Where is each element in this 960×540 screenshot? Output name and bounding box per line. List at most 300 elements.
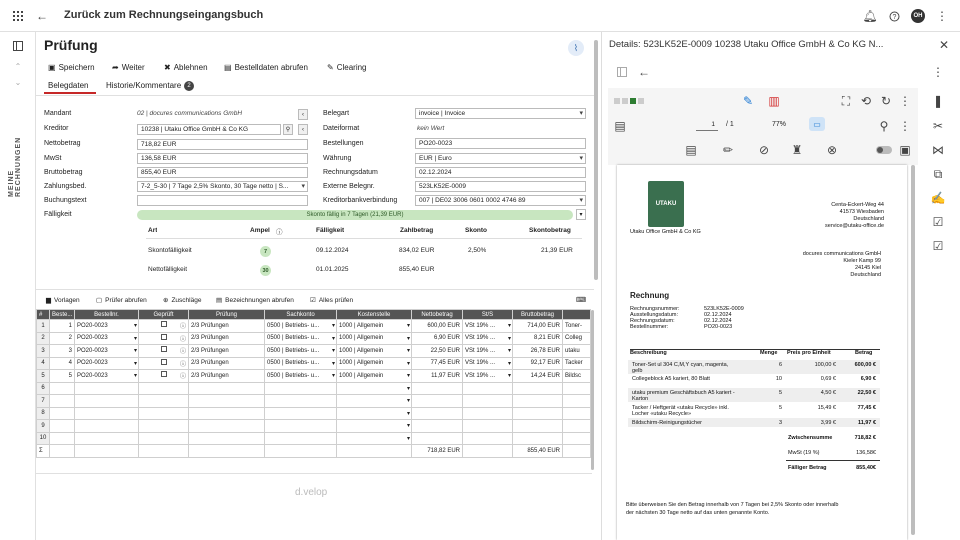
due-header-art: Art	[148, 227, 158, 234]
mwst-label: MwSt	[44, 155, 62, 162]
row-sachkonto[interactable]	[265, 370, 337, 383]
due-header-ampel: Ampel	[250, 227, 270, 234]
forward-icon: ➦	[112, 63, 119, 72]
row-checked[interactable]: ⓘ	[139, 332, 189, 345]
row-pos[interactable]	[50, 395, 75, 408]
fetch-order-button[interactable]: ▤ Bestelldaten abrufen	[224, 63, 308, 72]
sidebar-icon[interactable]: ▤	[614, 119, 626, 133]
row-pos[interactable]	[50, 332, 75, 345]
keyboard-icon[interactable]: ⌨	[576, 297, 587, 304]
inv-col-amount: Betrag	[855, 350, 873, 356]
row-order[interactable]	[75, 345, 139, 358]
fullscreen-icon[interactable]: ⛶	[841, 93, 851, 108]
row-desc[interactable]	[563, 420, 591, 433]
row-pruefung[interactable]	[189, 432, 265, 445]
panel-toggle-icon[interactable]	[10, 38, 26, 54]
item-desc-cont: Locher «utaku Recycle»	[632, 411, 692, 417]
chevron-down-icon[interactable]: ▾	[331, 335, 335, 342]
grid-col-tax[interactable]: St/S	[463, 310, 513, 320]
row-pruefung[interactable]	[189, 357, 265, 370]
row-checked[interactable]	[139, 432, 189, 445]
chevron-down-icon[interactable]: ▾	[507, 373, 511, 379]
row-checked[interactable]: ⓘ	[139, 345, 189, 358]
chevron-down-icon[interactable]: ▾	[406, 323, 410, 329]
zahlung-select[interactable]: 7-2_5-30 | 7 Tage 2,5% Skonto, 30 Tage netto | S... ▾	[137, 181, 308, 192]
row-desc-text: Bildsc	[565, 372, 582, 379]
row-pruefung[interactable]	[189, 395, 265, 408]
pruefer-button[interactable]: ▢ Prüfer abrufen	[96, 296, 147, 304]
due-row-skonto-amount: 21,39 EUR	[541, 247, 573, 254]
meta-value: PO20-0023	[704, 324, 733, 330]
row-kostenstelle[interactable]	[337, 332, 412, 345]
ampel-badge: 30	[260, 265, 271, 276]
table-row[interactable]	[37, 345, 591, 358]
bestellungen-field[interactable]: PO20-0023	[415, 138, 586, 149]
row-index-text: 9	[41, 422, 45, 429]
row-kostenstelle[interactable]	[337, 382, 412, 395]
row-kostenstelle[interactable]	[337, 395, 412, 408]
row-brutto[interactable]	[513, 345, 563, 358]
row-sachkonto[interactable]	[265, 382, 337, 395]
row-sachkonto-text: 0500 | Betriebs- u...	[267, 360, 320, 367]
row-order[interactable]	[75, 357, 139, 370]
next-button[interactable]: ➦ Weiter	[112, 63, 145, 72]
info-icon[interactable]: ⓘ	[276, 229, 283, 236]
bank-select[interactable]: 007 | DE02 3006 0601 0002 4746 89 ▾	[415, 195, 586, 206]
chevron-up-icon[interactable]: ⌃	[14, 61, 22, 71]
item-qty: 5	[778, 405, 782, 411]
row-netto[interactable]	[412, 395, 463, 408]
chevron-down-icon[interactable]: ▾	[406, 348, 410, 354]
row-sachkonto[interactable]	[265, 345, 337, 358]
meta-value: 02.12.2024	[704, 318, 732, 324]
row-brutto[interactable]	[513, 382, 563, 395]
table-row[interactable]	[37, 395, 591, 408]
row-tax-text: VSt 19% ...	[465, 347, 496, 354]
row-order[interactable]	[75, 320, 139, 333]
pdf-scrollbar[interactable]	[911, 165, 915, 535]
row-index-text: 8	[41, 410, 45, 417]
top-bar	[0, 0, 960, 32]
row-kostenstelle[interactable]	[337, 320, 412, 333]
row-netto[interactable]	[412, 332, 463, 345]
row-index	[37, 345, 50, 358]
row-netto[interactable]	[412, 345, 463, 358]
toggle-switch[interactable]	[876, 146, 892, 154]
chevron-down-icon[interactable]: ▾	[133, 373, 137, 379]
row-desc[interactable]	[563, 370, 591, 383]
more-vert-icon[interactable]: ⋮	[899, 94, 911, 108]
zuschlaege-button[interactable]: ⊕ Zuschläge	[163, 296, 202, 304]
chevron-down-icon[interactable]: ▾	[507, 335, 511, 342]
brutto-field[interactable]: 855,40 EUR	[137, 167, 308, 178]
row-order[interactable]	[75, 370, 139, 383]
chevron-down-icon[interactable]: ▾	[331, 323, 335, 329]
row-desc[interactable]	[563, 432, 591, 445]
eye-off-icon[interactable]: ⊗	[826, 143, 838, 157]
search-icon[interactable]: ⚲	[879, 119, 889, 133]
due-header-skontobetrag: Skontobetrag	[529, 227, 571, 234]
row-brutto[interactable]	[513, 420, 563, 433]
kreditor-nav-button[interactable]: ‹	[298, 124, 308, 135]
bezeichnungen-button[interactable]: ▤ Bezeichnungen abrufen	[216, 296, 294, 304]
grid-col-sachkonto[interactable]: Sachkonto	[265, 310, 337, 320]
check-icon: ☑	[310, 297, 316, 304]
chevron-down-icon[interactable]: ▾	[406, 435, 410, 442]
ampel-badge: 7	[260, 246, 271, 257]
row-pos[interactable]	[50, 420, 75, 433]
share-icon[interactable]: ⋈	[932, 143, 944, 157]
grid-col-netto[interactable]: Nettobetrag	[412, 310, 463, 320]
clearing-icon: ✎	[327, 63, 334, 72]
row-order[interactable]	[75, 332, 139, 345]
row-kostenstelle-text: 1000 | Allgemein	[339, 360, 384, 367]
row-pruefung-text: 2/3 Prüfungen	[191, 360, 229, 367]
comment-count-badge: 2	[184, 81, 194, 91]
kreditor-field[interactable]: 10238 | Utaku Office GmbH & Co KG	[137, 124, 281, 135]
row-netto[interactable]	[412, 432, 463, 445]
row-brutto[interactable]	[513, 432, 563, 445]
row-desc-text: Tacker	[565, 360, 583, 367]
grid-col-desc[interactable]	[563, 310, 591, 320]
row-checked[interactable]: ⓘ	[139, 370, 189, 383]
row-pruefung[interactable]	[189, 420, 265, 433]
comment-icon[interactable]: ▭	[809, 117, 825, 131]
chevron-down-icon[interactable]: ▾	[406, 373, 410, 379]
tab-belegdaten[interactable]: Belegdaten	[48, 81, 89, 90]
grid-col-pos[interactable]: Beste...	[50, 310, 75, 320]
row-index-text: 7	[41, 397, 45, 404]
row-sachkonto[interactable]	[265, 357, 337, 370]
row-sachkonto[interactable]	[265, 420, 337, 433]
row-pruefung[interactable]	[189, 407, 265, 420]
chevron-down-icon[interactable]: ▾	[406, 410, 410, 417]
row-order-text: PO20-0023	[77, 335, 108, 342]
buchung-field[interactable]	[137, 195, 308, 206]
row-kostenstelle-text: 1000 | Allgemein	[339, 372, 384, 379]
row-brutto-text: 92,17 EUR	[530, 360, 560, 367]
row-netto[interactable]	[412, 420, 463, 433]
grid-col-checked[interactable]: Geprüft	[139, 310, 189, 320]
table-row[interactable]	[37, 357, 591, 370]
row-kostenstelle[interactable]	[337, 432, 412, 445]
row-pos[interactable]	[50, 407, 75, 420]
item-desc: Collegeblock A5 kariert, 80 Blatt	[632, 376, 710, 382]
row-order-text: PO20-0023	[77, 347, 108, 354]
row-netto-text: 6,90 EUR	[433, 335, 460, 342]
row-desc[interactable]	[563, 395, 591, 408]
brutto-label: Bruttobetrag	[44, 169, 83, 176]
row-netto[interactable]	[412, 370, 463, 383]
table-row[interactable]	[37, 432, 591, 445]
color-swatches	[614, 98, 644, 104]
table-row[interactable]	[37, 320, 591, 333]
row-pruefung[interactable]	[189, 332, 265, 345]
task-icon[interactable]: ☑	[932, 215, 944, 229]
row-desc[interactable]	[563, 320, 591, 333]
row-checked[interactable]	[139, 420, 189, 433]
row-checked[interactable]	[139, 407, 189, 420]
reject-button[interactable]: ✖ Ablehnen	[164, 63, 208, 72]
vorlagen-button[interactable]: ▆ Vorlagen	[46, 296, 80, 304]
due-header-zahlbetrag: Zahlbetrag	[400, 227, 434, 234]
row-sachkonto[interactable]	[265, 320, 337, 333]
netto-field[interactable]: 718,82 EUR	[137, 139, 308, 150]
buchung-label: Buchungstext	[44, 197, 87, 204]
more-vert-icon[interactable]: ⋮	[899, 119, 911, 133]
chevron-down-icon[interactable]: ⌄	[14, 77, 22, 87]
bank-label: Kreditorbankverbindung	[323, 197, 398, 204]
rdatum-label: Rechnungsdatum	[323, 169, 378, 176]
row-netto-text: 600,00 EUR	[427, 322, 460, 329]
row-brutto[interactable]	[513, 407, 563, 420]
item-desc: Bildschirm-Reinigungstücher	[632, 420, 703, 426]
row-kostenstelle[interactable]	[337, 370, 412, 383]
item-desc-cont: gelb	[632, 368, 643, 374]
row-kostenstelle[interactable]	[337, 345, 412, 358]
row-index-text: 5	[41, 372, 45, 379]
main-scrollbar[interactable]	[594, 40, 598, 280]
alle-pruefen-button[interactable]: ☑ Alles prüfen	[310, 296, 354, 304]
grid-col-kostenstelle[interactable]: Kostenstelle	[337, 310, 412, 320]
grid-col-pruefung[interactable]: Prüfung	[189, 310, 265, 320]
row-tax[interactable]	[463, 345, 513, 358]
row-order[interactable]	[75, 382, 139, 395]
chevron-down-icon[interactable]: ▾	[406, 423, 410, 429]
item-price: 3,99 €	[820, 420, 836, 426]
chevron-down-icon[interactable]: ▾	[331, 360, 335, 367]
row-checked[interactable]: ⓘ	[139, 320, 189, 333]
grid-col-order[interactable]: Bestellnr.	[75, 310, 139, 320]
row-order[interactable]	[75, 407, 139, 420]
row-sachkonto[interactable]	[265, 407, 337, 420]
save-button[interactable]: ▣ Speichern	[48, 63, 95, 72]
back-arrow-icon[interactable]: ←	[36, 9, 48, 23]
row-desc[interactable]	[563, 407, 591, 420]
save-icon[interactable]: ▣	[899, 143, 911, 157]
brand-logo: d.velop	[295, 487, 328, 498]
row-netto-text: 22,50 EUR	[430, 347, 460, 354]
signature-icon[interactable]: ✍	[930, 191, 946, 205]
more-vert-icon[interactable]: ⋮	[936, 9, 948, 23]
task-list-icon[interactable]: ☑	[932, 239, 944, 253]
row-pruefung-text: 2/3 Prüfungen	[191, 372, 229, 379]
divider	[36, 473, 592, 474]
row-order-text: PO20-0023	[77, 360, 108, 367]
kreditor-search-button[interactable]: ⚲	[283, 124, 293, 135]
row-brutto-text: 8,21 EUR	[533, 335, 560, 342]
row-tax[interactable]	[463, 382, 513, 395]
row-order[interactable]	[75, 420, 139, 433]
table-row[interactable]	[37, 407, 591, 420]
row-index	[37, 332, 50, 345]
row-desc[interactable]	[563, 345, 591, 358]
row-pos[interactable]	[50, 382, 75, 395]
item-amount: 11,97 €	[857, 420, 876, 426]
row-checked[interactable]: ⓘ	[139, 357, 189, 370]
row-brutto[interactable]	[513, 320, 563, 333]
row-checked[interactable]	[139, 395, 189, 408]
row-order-text: PO20-0023	[77, 372, 108, 379]
clearing-button[interactable]: ✎ Clearing	[327, 63, 367, 72]
mandant-nav-button[interactable]: ‹	[298, 109, 308, 120]
row-pruefung[interactable]	[189, 382, 265, 395]
row-sachkonto[interactable]	[265, 332, 337, 345]
note-icon[interactable]: ▤	[685, 143, 697, 157]
row-kostenstelle[interactable]	[337, 420, 412, 433]
mwst-field[interactable]: 136,58 EUR	[137, 153, 308, 164]
row-desc[interactable]	[563, 357, 591, 370]
back-arrow-icon[interactable]: ←	[638, 65, 650, 79]
waehrung-select[interactable]: EUR | Euro ▾	[415, 153, 586, 164]
row-order[interactable]	[75, 432, 139, 445]
sidebar-toggle-icon[interactable]	[614, 64, 630, 80]
attachment-icon[interactable]: ⌇	[568, 40, 584, 56]
row-netto[interactable]	[412, 382, 463, 395]
due-row-amount: 855,40 EUR	[399, 266, 435, 273]
item-desc: Tacker / Heftgerät «utaku Recycle» inkl.	[632, 405, 729, 411]
more-vert-icon[interactable]: ⋮	[932, 65, 944, 79]
due-row-art: Skontofälligkeit	[148, 247, 192, 254]
row-order[interactable]	[75, 395, 139, 408]
row-tax[interactable]	[463, 332, 513, 345]
row-pos[interactable]	[50, 357, 75, 370]
rdatum-field[interactable]: 02.12.2024	[415, 167, 586, 178]
table-row[interactable]	[37, 332, 591, 345]
row-desc[interactable]	[563, 382, 591, 395]
row-brutto[interactable]	[513, 357, 563, 370]
grid-scrollbar[interactable]	[591, 310, 594, 470]
zoom-select[interactable]: 77%	[772, 121, 787, 128]
row-sachkonto[interactable]	[265, 395, 337, 408]
row-tax[interactable]	[463, 420, 513, 433]
row-brutto[interactable]	[513, 332, 563, 345]
table-row[interactable]	[37, 370, 591, 383]
divider	[630, 349, 880, 350]
divider	[36, 289, 594, 290]
sender-email: service@utaku-office.de	[825, 223, 884, 229]
invoice-heading: Rechnung	[630, 291, 670, 300]
row-pos[interactable]	[50, 432, 75, 445]
close-icon[interactable]: ✕	[938, 38, 950, 52]
row-tax[interactable]	[463, 357, 513, 370]
format-label: Dateiformat	[323, 125, 360, 132]
left-rail	[0, 32, 36, 540]
row-order-text: PO20-0023	[77, 322, 108, 329]
chevron-down-icon[interactable]: ▾	[507, 348, 511, 354]
row-netto[interactable]	[412, 357, 463, 370]
row-pruefung[interactable]	[189, 320, 265, 333]
row-pruefung[interactable]	[189, 370, 265, 383]
bell-icon[interactable]: 🔔︎	[862, 9, 878, 23]
row-netto-text: 11,97 EUR	[431, 372, 460, 379]
scissors-icon[interactable]: ✂	[932, 119, 944, 133]
sign-check-icon[interactable]: ⊘	[758, 143, 770, 157]
back-to-ledger-title[interactable]: Zurück zum Rechnungseingangsbuch	[64, 9, 264, 21]
row-kostenstelle-text: 1000 | Allgemein	[339, 322, 384, 329]
faellig-label: Fälliger Betrag	[788, 465, 827, 471]
row-pos[interactable]	[50, 370, 75, 383]
avatar[interactable]: OH	[911, 9, 925, 23]
row-tax[interactable]	[463, 370, 513, 383]
edit-icon[interactable]: ✎	[742, 94, 754, 108]
help-icon[interactable]	[886, 8, 902, 24]
rotate-icon[interactable]: ⟲	[860, 94, 872, 108]
row-desc[interactable]	[563, 332, 591, 345]
grid-col-index[interactable]: #	[37, 310, 50, 320]
row-netto[interactable]	[412, 407, 463, 420]
stamp-icon[interactable]: ♜	[791, 143, 803, 157]
row-kostenstelle[interactable]	[337, 407, 412, 420]
chevron-down-icon[interactable]: ▾	[133, 348, 137, 354]
chevron-down-icon[interactable]: ▾	[331, 348, 335, 354]
row-checked[interactable]	[139, 382, 189, 395]
item-amount: 600,00 €	[854, 362, 876, 368]
refresh-icon[interactable]: ↻	[880, 94, 892, 108]
due-row-date: 01.01.2025	[316, 266, 349, 273]
due-row-art: Nettofälligkeit	[148, 266, 188, 273]
row-netto[interactable]	[412, 320, 463, 333]
row-pruefung[interactable]	[189, 345, 265, 358]
row-tax[interactable]	[463, 432, 513, 445]
chevron-down-icon[interactable]: ▾	[331, 373, 335, 379]
chevron-down-icon[interactable]: ▾	[133, 335, 137, 342]
chevron-down-icon[interactable]: ▾	[406, 385, 410, 392]
company-name: Utaku Office GmbH & Co KG	[630, 229, 701, 235]
chevron-down-icon[interactable]: ▾	[507, 323, 511, 329]
chevron-down-icon[interactable]: ▾	[133, 360, 137, 367]
row-brutto[interactable]	[513, 395, 563, 408]
skonto-expand-button[interactable]: ▾	[576, 209, 586, 220]
row-kostenstelle[interactable]	[337, 357, 412, 370]
item-price: 0,69 €	[820, 376, 836, 382]
due-header-skonto: Skonto	[465, 227, 488, 234]
pen-icon[interactable]: ✏	[722, 143, 734, 157]
inv-col-price: Preis pro Einheit	[787, 350, 831, 356]
belegart-label: Belegart	[323, 110, 350, 117]
chevron-down-icon[interactable]: ▾	[406, 398, 410, 404]
row-brutto[interactable]	[513, 370, 563, 383]
book-icon[interactable]: ❚	[932, 94, 944, 108]
row-pos[interactable]	[50, 320, 75, 333]
page-input[interactable]: 1	[696, 120, 718, 131]
item-desc-cont: Karton	[632, 396, 649, 402]
chevron-down-icon[interactable]: ▾	[507, 360, 511, 367]
workflow-icon[interactable]: ⧉	[933, 166, 943, 181]
plus-icon: ⊕	[163, 297, 169, 304]
apps-grid-icon[interactable]	[10, 8, 26, 24]
extnr-field[interactable]: 523LK52E-0009	[415, 181, 586, 192]
item-qty: 6	[778, 362, 782, 368]
tab-historie[interactable]: Historie/Kommentare	[106, 81, 182, 90]
table-row[interactable]	[37, 382, 591, 395]
table-row[interactable]	[37, 420, 591, 433]
pdf-icon[interactable]: ▥	[768, 94, 780, 108]
row-pos[interactable]	[50, 345, 75, 358]
row-sachkonto[interactable]	[265, 432, 337, 445]
row-tax[interactable]	[463, 395, 513, 408]
belegart-select[interactable]: invoice | Invoice ▾	[415, 108, 586, 119]
item-amount: 22,50 €	[857, 390, 876, 396]
sender-country: Deutschland	[853, 216, 884, 222]
chevron-down-icon[interactable]: ▾	[133, 323, 137, 329]
chevron-down-icon[interactable]: ▾	[406, 360, 410, 367]
row-tax[interactable]	[463, 407, 513, 420]
row-tax[interactable]	[463, 320, 513, 333]
grid-col-brutto[interactable]: Bruttobetrag	[513, 310, 563, 320]
chevron-down-icon[interactable]: ▾	[406, 335, 410, 342]
sum-brutto: 855,40 EUR	[513, 445, 563, 458]
